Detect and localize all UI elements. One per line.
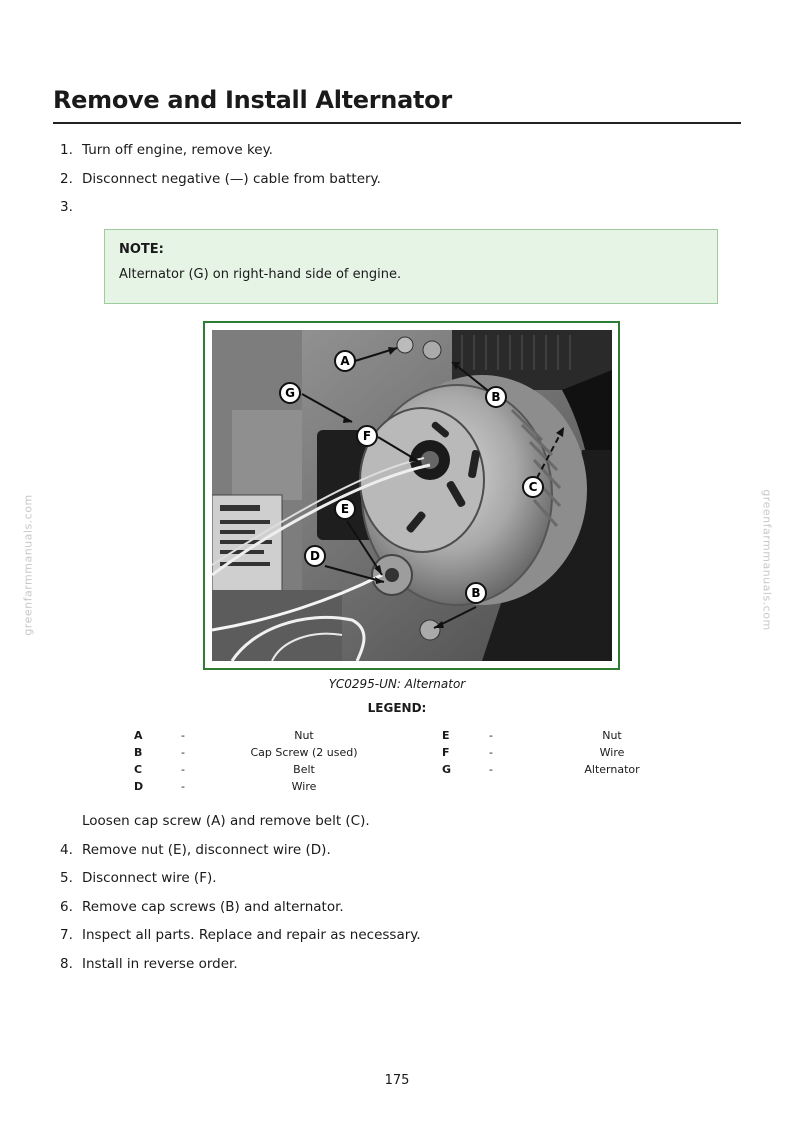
step-number: 6. — [60, 898, 73, 915]
callout-f — [357, 426, 377, 446]
legend-dash: - — [489, 763, 493, 776]
figure-caption: YC0295-UN: Alternator — [328, 677, 466, 691]
step-text: Loosen cap screw (A) and remove belt (C). — [82, 813, 370, 829]
step-item — [60, 897, 720, 926]
callout-c — [523, 477, 543, 497]
legend-dash: - — [181, 780, 185, 793]
callout-e — [335, 499, 355, 519]
legend-value: Cap Screw (2 used) — [250, 746, 358, 759]
title-rule — [53, 122, 741, 124]
step-text: Install in reverse order. — [82, 955, 238, 972]
legend-dash: - — [489, 729, 493, 742]
legend-value: Wire — [291, 780, 317, 793]
legend-dash: - — [181, 729, 185, 742]
callout-d — [305, 546, 325, 566]
step-item — [60, 925, 720, 954]
legend-key: A — [134, 729, 143, 742]
callout-label: C — [528, 480, 538, 494]
step-text: Disconnect negative (—) cable from battery. — [82, 170, 381, 187]
step-number: 2. — [60, 170, 73, 187]
note-title: NOTE: — [119, 242, 164, 257]
legend-key: C — [134, 763, 143, 776]
legend-dash: - — [181, 763, 185, 776]
legend-value: Alternator — [584, 763, 640, 776]
callout-g — [280, 383, 300, 403]
step-number: 1. — [60, 142, 73, 158]
watermark-left: greenfarmmanuals.com — [21, 494, 35, 636]
step-number: 4. — [60, 841, 73, 858]
legend-value: Nut — [294, 729, 314, 742]
step-item — [60, 840, 720, 869]
step-item — [60, 811, 720, 840]
callout-b — [466, 583, 486, 603]
callout-label: D — [310, 549, 320, 563]
step-text: Turn off engine, remove key. — [82, 142, 273, 158]
step-item — [60, 868, 720, 897]
legend-row — [0, 779, 794, 795]
steps-list-bottom — [60, 811, 720, 982]
alternator-photo — [212, 330, 612, 661]
page-title: Remove and Install Alternator — [53, 86, 452, 114]
callout-label: G — [285, 386, 295, 400]
callout-a — [335, 351, 355, 371]
note-text: Alternator (G) on right-hand side of engine. — [119, 267, 402, 282]
step-item — [60, 954, 720, 983]
page-number: 175 — [384, 1073, 410, 1088]
step-text: Remove cap screws (B) and alternator. — [82, 898, 344, 915]
callout-b — [486, 387, 506, 407]
legend-row — [0, 745, 794, 761]
legend-key: D — [134, 780, 144, 793]
callout-label: A — [340, 354, 350, 368]
step-text: Disconnect wire (F). — [82, 870, 217, 886]
legend-value: Wire — [599, 746, 625, 759]
watermark-right: greenfarmmanuals.com — [760, 489, 774, 631]
step-number: 5. — [60, 870, 73, 886]
callout-label: F — [362, 429, 372, 443]
callout-label: E — [340, 502, 350, 516]
step-text: Remove nut (E), disconnect wire (D). — [82, 841, 331, 858]
step-number: 8. — [60, 955, 73, 972]
legend-key: F — [442, 746, 450, 759]
legend-value: Belt — [293, 763, 315, 776]
step-item — [60, 197, 720, 226]
figure-frame — [203, 321, 620, 670]
legend-dash: - — [489, 746, 493, 759]
legend-key: G — [442, 763, 452, 776]
note-box — [104, 229, 718, 304]
step-item — [60, 140, 720, 169]
legend-key: E — [442, 729, 450, 742]
legend-row — [0, 728, 794, 744]
legend-dash: - — [181, 746, 185, 759]
legend-row — [0, 762, 794, 778]
step-number: 7. — [60, 927, 73, 943]
step-number: 3. — [60, 199, 73, 215]
step-text: Inspect all parts. Replace and repair as necessary. — [82, 927, 421, 943]
step-item — [60, 169, 720, 198]
legend-key: B — [134, 746, 143, 759]
callout-label: B — [491, 390, 501, 404]
legend-title: LEGEND: — [367, 701, 427, 715]
legend-value: Nut — [602, 729, 622, 742]
steps-list-top — [60, 140, 720, 226]
callout-label: B — [471, 586, 481, 600]
